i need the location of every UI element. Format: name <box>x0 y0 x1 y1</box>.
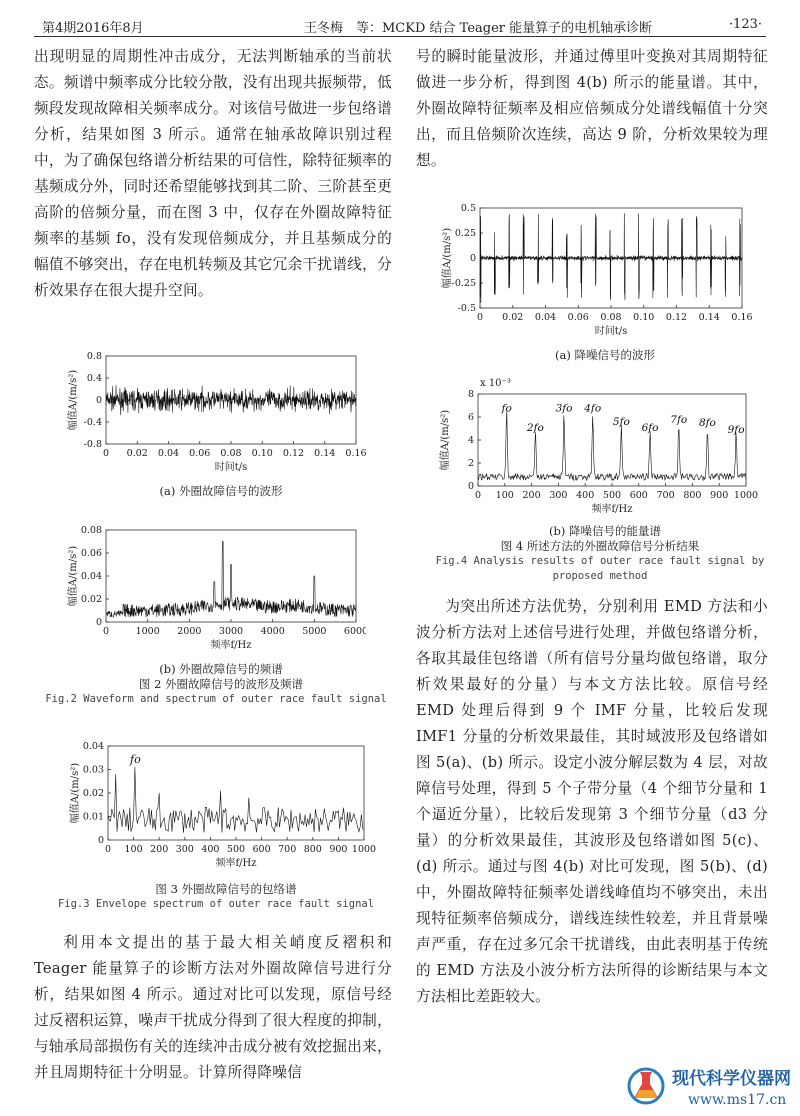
x-tick-label: 5000 <box>302 626 327 637</box>
right-paragraph-2: 为突出所述方法优势，分别利用 EMD 方法和小波分析方法对上述信号进行处理，并做包络谱分析，各取其最佳包络谱（所有信号分量均做包络谱，取分析效果最好的分量）与本文方法比较。原信号经 EMD 处理后得到 9 个 IMF 分量，比较后发现 IMF1 分量的分析效果最佳，其时域波形及包络谱如图 5(a)、(b) 所示。设定小波分解层数为 4 层，对故障信号处理，得到 5 个子带分量（4 个细节分量和 1 个逼近分量），比较后发现第 3 个细节分量（d3 分量）的分析效果最佳，其波形及包络谱如图 5(c)、(d) 所示。通过与图 4(b) 对比可发现，图 5(b)、(d) 中，外圈故障特征频率处谱线峰值均不够突出，未出现特征频率倍频成分，谱线连续性较差，并且背景噪声严重，存在过多冗余干扰谱线，由此表明基于传统的 EMD 方法及小波分析方法所得的诊断结果与本文方法相比差距较大。 <box>416 598 768 1005</box>
fig2b-chart <box>56 522 366 658</box>
fig4a-chart <box>430 200 760 344</box>
right-column-bottom <box>416 594 768 1010</box>
x-axis-label: 频率f/Hz <box>215 858 257 869</box>
fig4-caption-cn: 图 4 所述方法的外圈故障信号分析结果 <box>500 539 700 553</box>
x-tick-label: 900 <box>710 490 729 501</box>
x-tick-label: 100 <box>495 490 514 501</box>
x-tick-label: 0.14 <box>314 448 336 459</box>
y-tick-label: 0.02 <box>80 594 102 605</box>
fig4a-waveform-line <box>480 213 742 302</box>
fig2b-spectrum-line <box>106 542 356 618</box>
y-tick-label: -0.8 <box>83 439 102 450</box>
x-tick-label: 6000 <box>343 626 366 637</box>
y-tick-label: 0.02 <box>82 788 104 799</box>
harmonic-label: 2fo <box>526 421 544 434</box>
y-tick-label: 8 <box>467 389 474 400</box>
x-tick-label: 4000 <box>260 626 285 637</box>
x-tick-label: 800 <box>303 844 322 855</box>
y-tick-label: 0.06 <box>80 548 102 559</box>
fig4a-subcaption: (a) 降噪信号的波形 <box>555 348 655 362</box>
y-tick-label: 0.01 <box>82 811 104 823</box>
x-tick-label: 700 <box>278 844 297 855</box>
y-tick-label: -0.25 <box>451 278 476 289</box>
x-tick-label: 300 <box>549 490 568 501</box>
x-tick-label: 0.16 <box>345 448 366 459</box>
y-axis-label: 幅值A/(m/s²) <box>440 409 451 471</box>
x-tick-label: 800 <box>683 490 702 501</box>
figure-2a <box>56 348 366 496</box>
y-axis-label: 幅值A/(m/s²) <box>442 227 453 289</box>
x-tick-label: 0.08 <box>600 312 622 323</box>
y-tick-label: 2 <box>467 458 474 469</box>
watermark-url: www.ms17.cn <box>688 1092 787 1108</box>
fig2a-subcaption: (a) 外圈故障信号的波形 <box>159 484 283 498</box>
harmonic-label: fo <box>501 402 512 415</box>
y-tick-label: 0.8 <box>86 351 102 362</box>
fig3-caption-en: Fig.3 Envelope spectrum of outer race fault signal <box>57 898 375 910</box>
watermark-name: 现代科学仪器网 <box>672 1069 791 1089</box>
site-watermark <box>626 1060 796 1112</box>
y-axis-label: 幅值A/(m/s²) <box>68 369 79 431</box>
flask-logo-icon <box>629 1069 663 1103</box>
y-tick-label: 0 <box>469 253 476 264</box>
y-tick-label: 0.08 <box>80 525 102 536</box>
harmonic-label: 9fo <box>727 424 745 437</box>
x-tick-label: 0 <box>474 490 482 501</box>
y-tick-label: 0.03 <box>82 764 104 776</box>
figure-4a <box>430 200 760 362</box>
figure-4b <box>430 372 770 582</box>
x-tick-label: 0.02 <box>126 448 148 459</box>
fig3-envelope-line <box>108 767 364 833</box>
running-title: 王冬梅 等：MCKD 结合 Teager 能量算子的电机轴承诊断 <box>304 21 653 36</box>
x-tick-label: 400 <box>201 844 220 855</box>
x-tick-label: 1000 <box>733 490 759 501</box>
x-tick-label: 600 <box>629 490 648 501</box>
fig4b-chart <box>430 372 760 520</box>
y-axis-label: 幅值A/(m/s²) <box>70 762 81 824</box>
fo-annotation: fo <box>130 753 141 767</box>
x-tick-label: 0.02 <box>502 312 524 323</box>
x-tick-label: 0.12 <box>665 312 688 323</box>
x-tick-label: 900 <box>329 844 348 855</box>
y-tick-label: 6 <box>467 412 474 423</box>
x-tick-label: 200 <box>150 844 169 855</box>
y-tick-label: 0 <box>467 481 474 492</box>
left-column <box>34 44 392 304</box>
fig2-caption-en: Fig.2 Waveform and spectrum of outer race fault signal <box>45 693 387 705</box>
fig3-chart <box>56 738 376 878</box>
x-tick-label: 0.06 <box>189 448 211 459</box>
x-tick-label: 400 <box>576 490 595 501</box>
x-tick-label: 3000 <box>218 626 244 637</box>
x-tick-label: 0.04 <box>534 312 557 323</box>
harmonic-label: 8fo <box>698 417 716 430</box>
x-axis-label: 时间t/s <box>594 326 628 337</box>
y-tick-label: 0.04 <box>80 571 102 582</box>
harmonic-label: 5fo <box>612 416 630 429</box>
fig2a-waveform-line <box>106 385 356 415</box>
x-tick-label: 0.10 <box>251 448 273 459</box>
fig2-caption-cn: 图 2 外圈故障信号的波形及频谱 <box>138 677 304 691</box>
fig4b-subcaption: (b) 降噪信号的能量谱 <box>549 524 661 538</box>
y-scale-label: x 10⁻³ <box>480 378 511 389</box>
page-number: ·123· <box>728 17 762 32</box>
y-tick-label: 0 <box>95 617 102 628</box>
x-tick-label: 0.12 <box>282 448 305 459</box>
fig2b-subcaption: (b) 外圈故障信号的频谱 <box>159 662 283 676</box>
x-tick-label: 0 <box>104 844 112 855</box>
plot-frame <box>108 746 364 840</box>
x-tick-label: 200 <box>522 490 541 501</box>
left-paragraph-2: 利用本文提出的基于最大相关峭度反褶积和 Teager 能量算子的诊断方法对外圈故障信号进行分析，结果如图 4 所示。通过对比可以发现，原信号经过反褶积运算，噪声干扰成分得到了很大程度的抑制，与轴承局部损伤有关的连续冲击成分被有效挖掘出来，并且周期特征十分明显。计算所得降噪信 <box>34 934 392 1081</box>
x-axis-label: 时间t/s <box>214 462 248 473</box>
y-tick-label: 0.04 <box>82 741 104 752</box>
y-tick-label: -0.5 <box>457 303 476 314</box>
left-paragraph-1: 出现明显的周期性冲击成分，无法判断轴承的当前状态。频谱中频率成分比较分散，没有出现共振频带，低频段发现故障相关频率成分。对该信号做进一步包络谱分析，结果如图 3 所示。通常在轴承故障识别过程中，为了确保包络谱分析结果的可信性，除特征频率的基频成分外，同时还希望能够找到其二阶、三阶甚至更高阶的倍频分量，而在图 3 中，仅存在外圈故障特征频率的基频 fo，没有发现倍频成分，并且基频成分的幅值不够突出，存在电机转频及其它冗余干扰谱线，分析效果存在很大提升空间。 <box>34 48 392 299</box>
x-tick-label: 2000 <box>177 626 202 637</box>
x-tick-label: 1000 <box>351 844 376 855</box>
y-tick-label: 0.5 <box>460 203 476 214</box>
x-tick-label: 300 <box>175 844 194 855</box>
harmonic-label: 4fo <box>584 402 602 415</box>
x-tick-label: 600 <box>252 844 271 855</box>
y-tick-label: 4 <box>467 435 474 446</box>
fig2a-chart <box>56 348 366 480</box>
x-tick-label: 0.06 <box>567 312 589 323</box>
x-tick-label: 0.16 <box>731 312 753 323</box>
right-column <box>416 44 768 174</box>
x-tick-label: 0 <box>102 626 110 637</box>
x-tick-label: 500 <box>602 490 622 501</box>
x-tick-label: 500 <box>226 844 246 855</box>
x-tick-label: 700 <box>656 490 675 501</box>
x-tick-label: 100 <box>124 844 143 855</box>
x-tick-label: 0 <box>102 448 110 459</box>
y-tick-label: 0.25 <box>454 228 476 239</box>
x-tick-label: 0.10 <box>633 312 655 323</box>
harmonic-label: 7fo <box>670 413 688 426</box>
y-tick-label: -0.4 <box>83 417 102 428</box>
x-tick-label: 0.14 <box>698 312 720 323</box>
x-axis-label: 频率f/Hz <box>210 640 252 651</box>
y-tick-label: 0 <box>97 835 104 846</box>
x-tick-label: 0.04 <box>157 448 180 459</box>
x-tick-label: 1000 <box>135 626 160 637</box>
running-header <box>34 14 766 37</box>
fig3-caption-cn: 图 3 外圈故障信号的包络谱 <box>155 882 297 896</box>
y-tick-label: 0 <box>95 395 102 406</box>
harmonic-label: 3fo <box>555 402 573 415</box>
right-paragraph-1: 号的瞬时能量波形，并通过傅里叶变换对其周期特征做进一步分析，得到图 4(b) 所示的能量谱。其中，外圈故障特征频率及相应倍频成分处谱线幅值十分突出，而且倍频阶次连续，高达 9 阶，分析效果较为理想。 <box>416 48 768 169</box>
fig4-caption-en-2: proposed method <box>552 570 648 582</box>
fig4-caption-en-1: Fig.4 Analysis results of outer race fault signal by <box>435 555 765 567</box>
issue-date: 第4期2016年8月 <box>42 21 144 36</box>
figure-3 <box>56 738 376 918</box>
y-axis-label: 幅值A/(m/s²) <box>68 545 79 607</box>
x-tick-label: 0 <box>476 312 484 323</box>
y-tick-label: 0.4 <box>86 373 102 384</box>
harmonic-label: 6fo <box>641 421 659 434</box>
figure-2b <box>45 522 387 705</box>
x-tick-label: 0.08 <box>220 448 242 459</box>
left-column-bottom <box>34 930 392 1086</box>
x-axis-label: 频率f/Hz <box>591 504 633 515</box>
